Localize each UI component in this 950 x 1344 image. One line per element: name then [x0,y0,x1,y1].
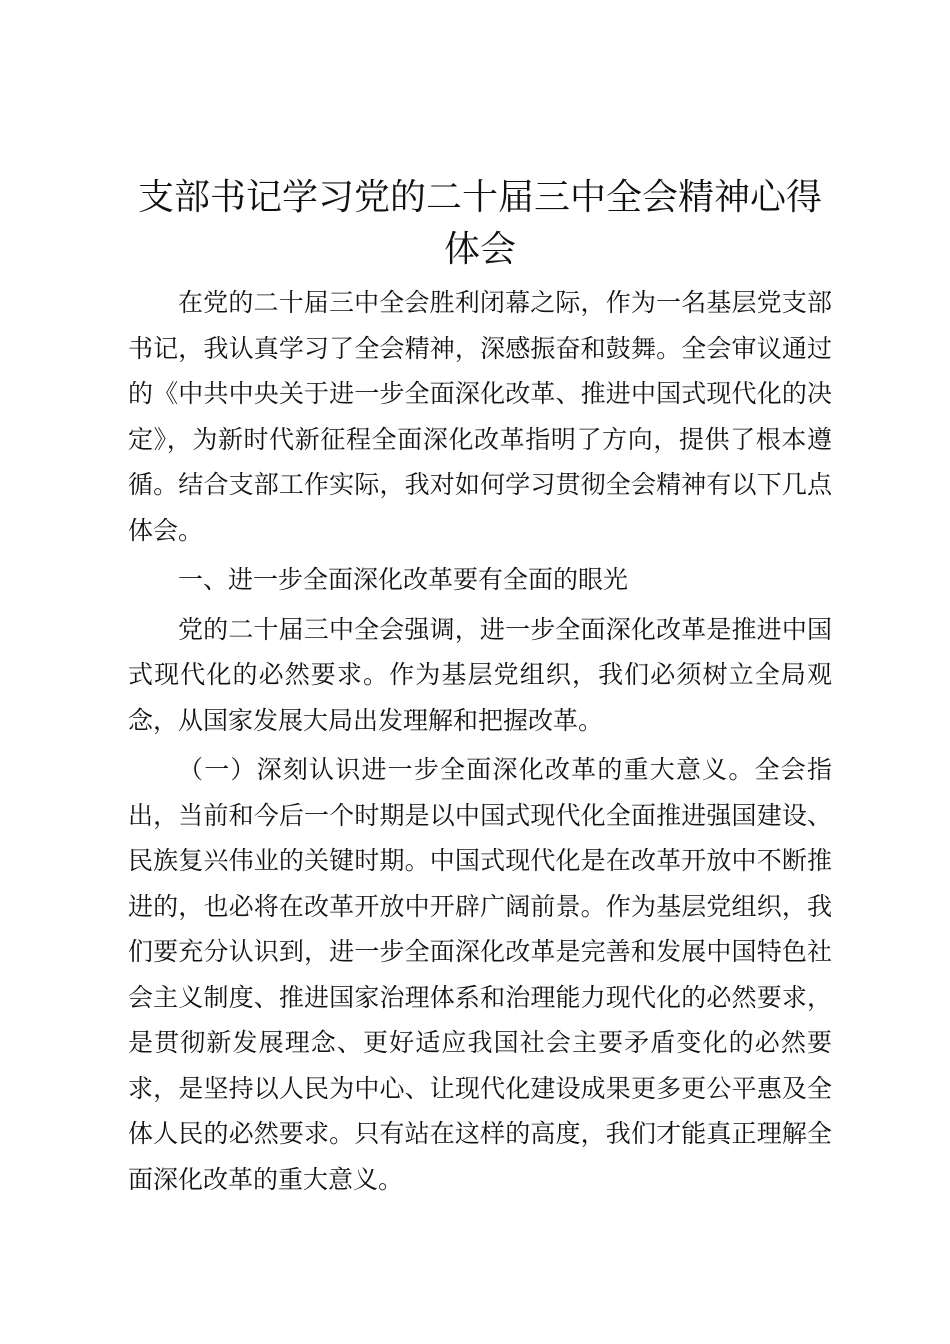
section-paragraph: 党的二十届三中全会强调，进一步全面深化改革是推进中国式现代化的必然要求。作为基层党组织，我们必须树立全局观念，从国家发展大局出发理解和把握改革。 [128,614,832,735]
document-title: 支部书记学习党的二十届三中全会精神心得体会 [137,177,822,270]
subsection-paragraph: （一）深刻认识进一步全面深化改革的重大意义。全会指出，当前和今后一个时期是以中国式现代化全面推进强国建设、民族复兴伟业的关键时期。中国式现代化是在改革开放中不断推进的，也必将在改革开放中开辟广阔前景。作为基层党组织，我们要充分认识到，进一步全面深化改革是完善和发展中国特色社会主义制度、推进国家治理体系和治理能力现代化的必然要求，是贯彻新发展理念、更好适应我国社会主要矛盾变化的必然要求，是坚持以人民为中心、让现代化建设成果更多更公平惠及全体人民的必然要求。只有站在这样的高度，我们才能真正理解全面深化改革的重大意义。 [128,755,832,1194]
document-page [128,172,832,1202]
section-heading: 一、进一步全面深化改革要有全面的眼光 [178,565,629,594]
intro-paragraph: 在党的二十届三中全会胜利闭幕之际，作为一名基层党支部书记，我认真学习了全会精神，深感振奋和鼓舞。全会审议通过的《中共中央关于进一步全面深化改革、推进中国式现代化的决定》，为新时代新征程全面深化改革指明了方向，提供了根本遵循。结合支部工作实际，我对如何学习贯彻全会精神有以下几点体会。 [128,288,832,545]
